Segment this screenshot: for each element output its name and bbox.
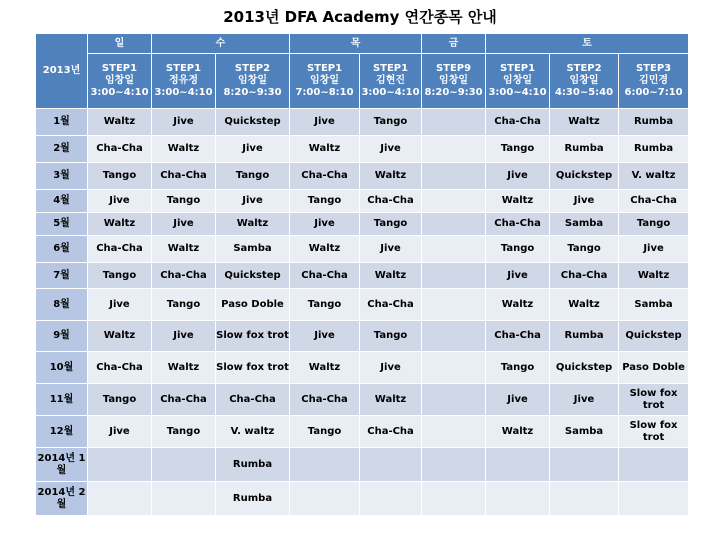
dance-cell: Quickstep [550, 163, 619, 190]
dance-cell [486, 448, 550, 482]
dance-cell [290, 482, 360, 516]
dance-cell: Waltz [152, 136, 216, 163]
dance-cell: Paso Doble [619, 352, 689, 384]
table-row [36, 384, 689, 416]
table-row [36, 163, 689, 190]
month-label: 2014년 2월 [36, 482, 88, 516]
dance-cell [550, 482, 619, 516]
dance-cell: Jive [486, 263, 550, 289]
class-time: 3:00~4:10 [90, 87, 149, 98]
dance-cell [422, 482, 486, 516]
dance-cell: Jive [550, 190, 619, 213]
class-teacher: 임창일 [238, 75, 267, 86]
dance-cell [422, 416, 486, 448]
dance-cell: Tango [152, 289, 216, 321]
dance-cell: Waltz [619, 263, 689, 289]
day-header: 금 [422, 34, 486, 54]
dance-cell: Jive [88, 289, 152, 321]
table-row [36, 236, 689, 263]
class-step: STEP1 [101, 63, 138, 74]
class-step: STEP9 [435, 63, 472, 74]
dance-cell [360, 482, 422, 516]
dance-cell [550, 448, 619, 482]
month-label: 10월 [36, 352, 88, 384]
table-row [36, 136, 689, 163]
dance-cell: Tango [360, 213, 422, 236]
dance-cell: Cha-Cha [290, 384, 360, 416]
dance-cell [422, 263, 486, 289]
page-title: 2013년 DFA Academy 연간종목 안내 [223, 8, 497, 26]
class-time: 3:00~4:10 [154, 87, 213, 98]
dance-cell: Waltz [152, 352, 216, 384]
dance-cell: Tango [486, 352, 550, 384]
dance-cell [422, 236, 486, 263]
dance-cell: Waltz [290, 236, 360, 263]
dance-cell: Tango [486, 136, 550, 163]
dance-cell: Jive [88, 190, 152, 213]
dance-cell: Cha-Cha [88, 236, 152, 263]
class-time: 8:20~9:30 [424, 87, 483, 98]
dance-cell: Waltz [152, 236, 216, 263]
dance-cell: Jive [486, 384, 550, 416]
class-step: STEP3 [635, 63, 672, 74]
dance-cell [422, 289, 486, 321]
dance-cell: Tango [486, 236, 550, 263]
class-step: STEP2 [566, 63, 602, 74]
dance-cell: Tango [88, 263, 152, 289]
class-header [422, 54, 486, 109]
class-time: 7:00~8:10 [295, 87, 354, 98]
class-time: 8:20~9:30 [223, 87, 282, 98]
dance-cell: Cha-Cha [360, 289, 422, 321]
month-label: 11월 [36, 384, 88, 416]
class-step: STEP1 [165, 63, 202, 74]
table-row [36, 109, 689, 136]
dance-cell: Waltz [88, 213, 152, 236]
class-teacher: 임창일 [439, 75, 469, 86]
class-teacher: 임창일 [503, 75, 533, 86]
dance-cell [422, 213, 486, 236]
dance-cell: Cha-Cha [152, 163, 216, 190]
dance-cell: Rumba [619, 136, 689, 163]
dance-cell: Slow fox trot [619, 416, 689, 448]
dance-cell: Jive [290, 213, 360, 236]
month-label: 8월 [36, 289, 88, 321]
dance-cell: Waltz [360, 163, 422, 190]
dance-cell [422, 163, 486, 190]
class-time: 4:30~5:40 [554, 87, 614, 98]
class-header [290, 54, 360, 109]
class-header [360, 54, 422, 109]
class-step: STEP1 [372, 63, 409, 74]
dance-cell: Jive [290, 109, 360, 136]
dance-cell: Waltz [216, 213, 290, 236]
dance-cell [619, 448, 689, 482]
class-header [619, 54, 689, 109]
dance-cell: Tango [290, 289, 360, 321]
dance-cell [88, 482, 152, 516]
class-step: STEP2 [234, 63, 271, 74]
dance-cell: Quickstep [216, 263, 290, 289]
dance-cell: Waltz [290, 136, 360, 163]
class-step: STEP1 [499, 63, 536, 74]
class-teacher: 김현진 [376, 75, 406, 86]
dance-cell: Waltz [88, 321, 152, 352]
dance-cell: Tango [290, 416, 360, 448]
class-time: 6:00~7:10 [624, 87, 683, 98]
month-label: 5월 [36, 213, 88, 236]
dance-cell: Tango [360, 109, 422, 136]
class-time: 3:00~4:10 [361, 87, 420, 98]
dance-cell: Jive [360, 136, 422, 163]
class-header [216, 54, 290, 109]
dance-cell: Cha-Cha [152, 384, 216, 416]
dance-cell [619, 482, 689, 516]
dance-cell: Tango [88, 163, 152, 190]
table-row [36, 416, 689, 448]
dance-cell: Tango [152, 416, 216, 448]
dance-cell: Cha-Cha [360, 416, 422, 448]
dance-cell: Samba [216, 236, 290, 263]
dance-cell: Cha-Cha [550, 263, 619, 289]
dance-cell: Rumba [550, 321, 619, 352]
dance-cell: Jive [88, 416, 152, 448]
table-row [36, 263, 689, 289]
class-header [486, 54, 550, 109]
dance-cell: Jive [152, 213, 216, 236]
month-label: 9월 [36, 321, 88, 352]
dance-cell: Slow fox trot [619, 384, 689, 416]
dance-cell: Tango [360, 321, 422, 352]
dance-cell: Quickstep [216, 109, 290, 136]
dance-cell: Cha-Cha [88, 136, 152, 163]
dance-cell [422, 448, 486, 482]
dance-cell: Samba [550, 416, 619, 448]
class-header [88, 54, 152, 109]
day-header: 목 [290, 34, 422, 54]
dance-cell: Tango [216, 163, 290, 190]
dance-cell: Cha-Cha [486, 109, 550, 136]
dance-cell: Cha-Cha [290, 163, 360, 190]
dance-cell: Cha-Cha [360, 190, 422, 213]
dance-cell [422, 109, 486, 136]
year-header: 2013년 [36, 34, 88, 109]
month-label: 6월 [36, 236, 88, 263]
dance-cell [360, 448, 422, 482]
dance-cell: Waltz [360, 384, 422, 416]
dance-cell: Waltz [486, 416, 550, 448]
dance-cell [290, 448, 360, 482]
month-label: 4월 [36, 190, 88, 213]
dance-cell: Tango [290, 190, 360, 213]
table-row [36, 190, 689, 213]
month-label: 12월 [36, 416, 88, 448]
dance-cell: Jive [216, 190, 290, 213]
dance-cell: Slow fox trot [216, 352, 290, 384]
dance-cell: Rumba [216, 482, 290, 516]
schedule-table [35, 33, 689, 516]
class-step: STEP1 [306, 63, 343, 74]
dance-cell: Waltz [550, 109, 619, 136]
month-label: 2014년 1월 [36, 448, 88, 482]
dance-cell [152, 448, 216, 482]
dance-cell: Samba [619, 289, 689, 321]
dance-cell: Cha-Cha [88, 352, 152, 384]
dance-cell: Jive [486, 163, 550, 190]
dance-cell: Jive [152, 321, 216, 352]
dance-cell: Tango [152, 190, 216, 213]
class-time: 3:00~4:10 [488, 87, 547, 98]
dance-cell: Jive [290, 321, 360, 352]
dance-cell: Waltz [486, 190, 550, 213]
class-teacher: 임창일 [105, 75, 134, 86]
table-row [36, 213, 689, 236]
dance-cell [88, 448, 152, 482]
day-header: 수 [152, 34, 290, 54]
month-label: 3월 [36, 163, 88, 190]
table-row [36, 352, 689, 384]
class-header [152, 54, 216, 109]
class-header [550, 54, 619, 109]
dance-cell: Tango [619, 213, 689, 236]
dance-cell: Waltz [360, 263, 422, 289]
dance-cell: Waltz [290, 352, 360, 384]
dance-cell [422, 190, 486, 213]
dance-cell [422, 352, 486, 384]
dance-cell: Jive [216, 136, 290, 163]
dance-cell: Quickstep [550, 352, 619, 384]
dance-cell: Jive [360, 352, 422, 384]
dance-cell: Paso Doble [216, 289, 290, 321]
dance-cell: Rumba [216, 448, 290, 482]
dance-cell: Rumba [550, 136, 619, 163]
day-header: 토 [486, 34, 689, 54]
table-row [36, 289, 689, 321]
dance-cell [422, 384, 486, 416]
dance-cell: Waltz [550, 289, 619, 321]
dance-cell: Waltz [486, 289, 550, 321]
dance-cell [422, 136, 486, 163]
month-label: 2월 [36, 136, 88, 163]
dance-cell: Cha-Cha [619, 190, 689, 213]
table-row [36, 482, 689, 516]
dance-cell: Jive [550, 384, 619, 416]
class-teacher: 김민경 [639, 75, 669, 86]
dance-cell: Samba [550, 213, 619, 236]
dance-cell: Cha-Cha [486, 321, 550, 352]
dance-cell: Cha-Cha [290, 263, 360, 289]
dance-cell: Cha-Cha [486, 213, 550, 236]
dance-cell: Jive [360, 236, 422, 263]
dance-cell: Cha-Cha [216, 384, 290, 416]
dance-cell: Jive [152, 109, 216, 136]
dance-cell: Waltz [88, 109, 152, 136]
dance-cell: V. waltz [619, 163, 689, 190]
month-label: 7월 [36, 263, 88, 289]
month-label: 1월 [36, 109, 88, 136]
dance-cell: Quickstep [619, 321, 689, 352]
dance-cell: V. waltz [216, 416, 290, 448]
dance-cell: Tango [88, 384, 152, 416]
table-row [36, 321, 689, 352]
class-teacher: 임창일 [569, 75, 599, 86]
dance-cell: Jive [619, 236, 689, 263]
dance-cell: Cha-Cha [152, 263, 216, 289]
dance-cell [486, 482, 550, 516]
dance-cell [152, 482, 216, 516]
day-header: 일 [88, 34, 152, 54]
table-row [36, 448, 689, 482]
class-teacher: 임창일 [310, 75, 339, 86]
dance-cell [422, 321, 486, 352]
dance-cell: Rumba [619, 109, 689, 136]
class-teacher: 정유정 [169, 75, 198, 86]
dance-cell: Tango [550, 236, 619, 263]
dance-cell: Slow fox trot [216, 321, 290, 352]
